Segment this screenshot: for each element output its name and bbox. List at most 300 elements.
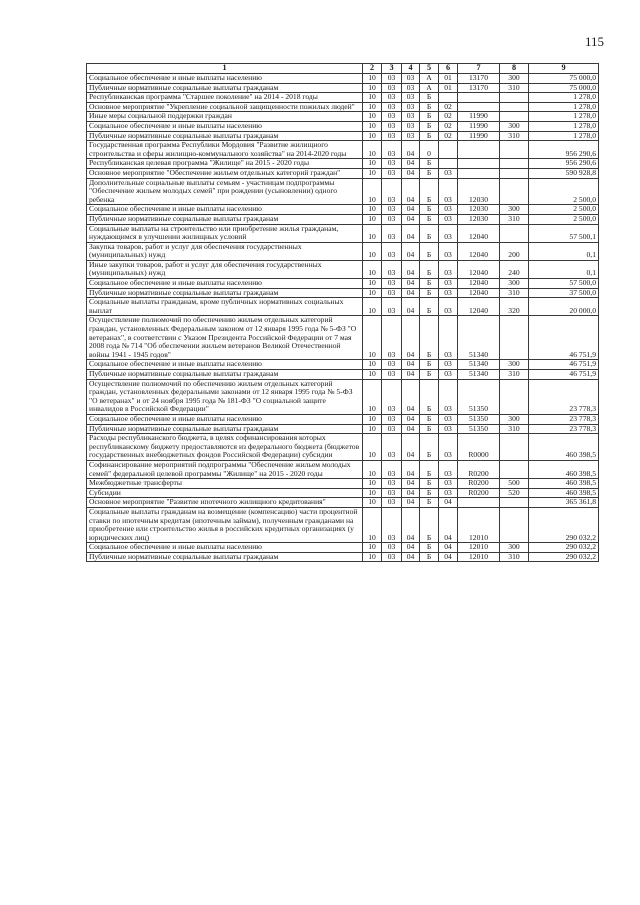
expense-type-code-cell — [500, 460, 529, 478]
subsection-code-cell: 03 — [382, 131, 402, 141]
table-row — [87, 141, 599, 159]
subsection-code-cell: 03 — [382, 360, 402, 370]
expense-type-code-cell: 500 — [500, 479, 529, 489]
amount-cell: 23 778,3 — [529, 414, 599, 424]
subprogram-code-cell: Б — [420, 507, 439, 542]
direction-code-cell: R0200 — [458, 460, 500, 478]
amount-cell: 460 398,5 — [529, 488, 599, 498]
subsection-code-cell: 03 — [382, 507, 402, 542]
program-code-cell: 03 — [402, 74, 420, 84]
event-code-cell — [439, 93, 458, 103]
table-row — [87, 168, 599, 178]
direction-code-cell — [458, 102, 500, 112]
table-row — [87, 288, 599, 298]
expense-type-code-cell: 310 — [500, 370, 529, 380]
subsection-code-cell: 03 — [382, 102, 402, 112]
subprogram-code-cell: Б — [420, 552, 439, 562]
subsection-code-cell: 03 — [382, 121, 402, 131]
direction-code-cell: R0200 — [458, 479, 500, 489]
event-code-cell: 03 — [439, 370, 458, 380]
item-name-cell: Субсидии — [87, 488, 363, 498]
section-code-cell: 10 — [363, 488, 382, 498]
expense-type-code-cell: 300 — [500, 543, 529, 553]
item-name-cell: Публичные нормативные социальные выплаты гражданам — [87, 131, 363, 141]
section-code-cell: 10 — [363, 507, 382, 542]
program-code-cell: 04 — [402, 370, 420, 380]
table-row — [87, 424, 599, 434]
subprogram-code-cell: Б — [420, 260, 439, 278]
program-code-cell: 03 — [402, 102, 420, 112]
event-code-cell: 03 — [439, 460, 458, 478]
column-header-8: 8 — [500, 64, 529, 74]
expense-type-code-cell: 300 — [500, 279, 529, 289]
direction-code-cell: R0000 — [458, 434, 500, 461]
subprogram-code-cell: Б — [420, 434, 439, 461]
subsection-code-cell: 03 — [382, 498, 402, 508]
direction-code-cell: 12010 — [458, 507, 500, 542]
table-row — [87, 83, 599, 93]
program-code-cell: 04 — [402, 159, 420, 169]
section-code-cell: 10 — [363, 424, 382, 434]
program-code-cell: 04 — [402, 260, 420, 278]
expense-type-code-cell: 200 — [500, 242, 529, 260]
section-code-cell: 10 — [363, 460, 382, 478]
table-row — [87, 316, 599, 360]
expense-type-code-cell: 320 — [500, 298, 529, 316]
amount-cell: 956 290,6 — [529, 141, 599, 159]
program-code-cell: 04 — [402, 214, 420, 224]
amount-cell: 290 032,2 — [529, 552, 599, 562]
expense-type-code-cell — [500, 498, 529, 508]
subsection-code-cell: 03 — [382, 488, 402, 498]
item-name-cell: Социальное обеспечение и иные выплаты населению — [87, 121, 363, 131]
amount-cell: 0,1 — [529, 260, 599, 278]
amount-cell: 1 278,0 — [529, 131, 599, 141]
section-code-cell: 10 — [363, 360, 382, 370]
program-code-cell: 04 — [402, 543, 420, 553]
header-row — [87, 64, 599, 74]
expense-type-code-cell: 300 — [500, 121, 529, 131]
program-code-cell: 04 — [402, 224, 420, 242]
section-code-cell: 10 — [363, 141, 382, 159]
expense-type-code-cell — [500, 112, 529, 122]
subsection-code-cell: 03 — [382, 159, 402, 169]
amount-cell: 46 751,9 — [529, 316, 599, 360]
section-code-cell: 10 — [363, 298, 382, 316]
item-name-cell: Государственная программа Республики Мордовия "Развитие жилищного строительства и сферы жилищно-коммунального хозяйства" на 2014-2020 годы — [87, 141, 363, 159]
program-code-cell: 04 — [402, 479, 420, 489]
table-row — [87, 279, 599, 289]
direction-code-cell: R0200 — [458, 488, 500, 498]
expense-type-code-cell — [500, 141, 529, 159]
item-name-cell: Осуществление полномочий по обеспечению жильем отдельных категорий граждан, установленных Федеральным законом от 12 января 1995 года № 5-ФЗ "О ветеранах", в соответствии с Указом Президента Российской Федерации от 7 мая 2008 года № 714 "Об обеспечении жильем ветеранов Великой Отечественной войны 1941 - 1945 годов" — [87, 316, 363, 360]
section-code-cell: 10 — [363, 370, 382, 380]
table-row — [87, 102, 599, 112]
event-code-cell: 03 — [439, 479, 458, 489]
section-code-cell: 10 — [363, 316, 382, 360]
event-code-cell: 01 — [439, 83, 458, 93]
table-row — [87, 460, 599, 478]
section-code-cell: 10 — [363, 93, 382, 103]
event-code-cell: 02 — [439, 121, 458, 131]
subprogram-code-cell: Б — [420, 242, 439, 260]
expense-type-code-cell — [500, 93, 529, 103]
subprogram-code-cell: Б — [420, 279, 439, 289]
amount-cell: 46 751,9 — [529, 360, 599, 370]
item-name-cell: Социальное обеспечение и иные выплаты населению — [87, 205, 363, 215]
section-code-cell: 10 — [363, 242, 382, 260]
event-code-cell: 03 — [439, 214, 458, 224]
direction-code-cell — [458, 141, 500, 159]
event-code-cell: 03 — [439, 279, 458, 289]
direction-code-cell: 51340 — [458, 316, 500, 360]
subsection-code-cell: 03 — [382, 434, 402, 461]
event-code-cell: 03 — [439, 178, 458, 205]
column-header-2: 2 — [363, 64, 382, 74]
table-row — [87, 543, 599, 553]
subsection-code-cell: 03 — [382, 316, 402, 360]
expense-type-code-cell — [500, 507, 529, 542]
table-row — [87, 205, 599, 215]
program-code-cell: 03 — [402, 83, 420, 93]
subsection-code-cell: 03 — [382, 288, 402, 298]
item-name-cell: Социальные выплаты гражданам, кроме публичных нормативных социальных выплат — [87, 298, 363, 316]
event-code-cell: 02 — [439, 102, 458, 112]
item-name-cell: Межбюджетные трансферты — [87, 479, 363, 489]
subsection-code-cell: 03 — [382, 379, 402, 414]
event-code-cell: 03 — [439, 242, 458, 260]
section-code-cell: 10 — [363, 288, 382, 298]
subsection-code-cell: 03 — [382, 552, 402, 562]
expense-type-code-cell: 310 — [500, 424, 529, 434]
section-code-cell: 10 — [363, 260, 382, 278]
amount-cell: 75 000,0 — [529, 83, 599, 93]
event-code-cell: 03 — [439, 379, 458, 414]
direction-code-cell: 51340 — [458, 360, 500, 370]
column-header-1: 1 — [87, 64, 363, 74]
event-code-cell: 01 — [439, 74, 458, 84]
event-code-cell: 02 — [439, 131, 458, 141]
expense-type-code-cell — [500, 316, 529, 360]
program-code-cell: 04 — [402, 498, 420, 508]
table-row — [87, 121, 599, 131]
direction-code-cell: 12030 — [458, 205, 500, 215]
direction-code-cell: 12040 — [458, 279, 500, 289]
expense-type-code-cell: 240 — [500, 260, 529, 278]
subprogram-code-cell: Б — [420, 488, 439, 498]
item-name-cell: Социальное обеспечение и иные выплаты населению — [87, 543, 363, 553]
item-name-cell: Социальное обеспечение и иные выплаты населению — [87, 414, 363, 424]
expense-type-code-cell: 310 — [500, 83, 529, 93]
event-code-cell: 03 — [439, 488, 458, 498]
subprogram-code-cell: Б — [420, 168, 439, 178]
table-row — [87, 434, 599, 461]
program-code-cell: 03 — [402, 121, 420, 131]
expense-type-code-cell — [500, 168, 529, 178]
subsection-code-cell: 03 — [382, 141, 402, 159]
section-code-cell: 10 — [363, 159, 382, 169]
program-code-cell: 04 — [402, 168, 420, 178]
table-row — [87, 178, 599, 205]
direction-code-cell: 11990 — [458, 112, 500, 122]
subprogram-code-cell: Б — [420, 93, 439, 103]
table-row — [87, 214, 599, 224]
expense-type-code-cell: 300 — [500, 360, 529, 370]
subsection-code-cell: 03 — [382, 279, 402, 289]
direction-code-cell — [458, 93, 500, 103]
amount-cell: 290 032,2 — [529, 507, 599, 542]
subsection-code-cell: 03 — [382, 83, 402, 93]
item-name-cell: Публичные нормативные социальные выплаты гражданам — [87, 424, 363, 434]
table-row — [87, 379, 599, 414]
subprogram-code-cell: Б — [420, 102, 439, 112]
table-row — [87, 112, 599, 122]
section-code-cell: 10 — [363, 121, 382, 131]
section-code-cell: 10 — [363, 83, 382, 93]
item-name-cell: Основное мероприятие "Развитие ипотечного жилищного кредитования" — [87, 498, 363, 508]
expense-type-code-cell — [500, 159, 529, 169]
amount-cell: 365 361,8 — [529, 498, 599, 508]
table-row — [87, 360, 599, 370]
section-code-cell: 10 — [363, 205, 382, 215]
direction-code-cell: 12010 — [458, 552, 500, 562]
item-name-cell: Республиканская программа "Старшее поколение" на 2014 - 2018 годы — [87, 93, 363, 103]
subprogram-code-cell: Б — [420, 288, 439, 298]
item-name-cell: Социальные выплаты гражданам на возмещение (компенсацию) части процентной ставки по ипотечным кредитам (ипотечным займам), полученным гражданами на приобретение или строительство жилья в российских кредитных организациях (у юридических лиц) — [87, 507, 363, 542]
amount-cell: 2 500,0 — [529, 205, 599, 215]
table-row — [87, 552, 599, 562]
subprogram-code-cell: Б — [420, 298, 439, 316]
program-code-cell: 04 — [402, 434, 420, 461]
program-code-cell: 04 — [402, 552, 420, 562]
item-name-cell: Республиканская целевая программа "Жилище" на 2015 - 2020 годы — [87, 159, 363, 169]
event-code-cell: 02 — [439, 112, 458, 122]
expense-type-code-cell: 300 — [500, 414, 529, 424]
subprogram-code-cell: Б — [420, 370, 439, 380]
event-code-cell: 03 — [439, 360, 458, 370]
section-code-cell: 10 — [363, 414, 382, 424]
event-code-cell: 03 — [439, 316, 458, 360]
program-code-cell: 04 — [402, 316, 420, 360]
item-name-cell: Закупка товаров, работ и услуг для обеспечения государственных (муниципальных) нужд — [87, 242, 363, 260]
event-code-cell: 03 — [439, 298, 458, 316]
subprogram-code-cell: Б — [420, 224, 439, 242]
program-code-cell: 03 — [402, 93, 420, 103]
subsection-code-cell: 03 — [382, 414, 402, 424]
direction-code-cell: 12030 — [458, 214, 500, 224]
program-code-cell: 04 — [402, 414, 420, 424]
item-name-cell: Социальное обеспечение и иные выплаты населению — [87, 360, 363, 370]
table-row — [87, 260, 599, 278]
subsection-code-cell: 03 — [382, 460, 402, 478]
subsection-code-cell: 03 — [382, 298, 402, 316]
subsection-code-cell: 03 — [382, 112, 402, 122]
program-code-cell: 04 — [402, 298, 420, 316]
item-name-cell: Иные закупки товаров, работ и услуг для обеспечения государственных (муниципальных) нужд — [87, 260, 363, 278]
event-code-cell: 03 — [439, 260, 458, 278]
subprogram-code-cell: Б — [420, 316, 439, 360]
expense-type-code-cell: 310 — [500, 214, 529, 224]
amount-cell: 460 398,5 — [529, 460, 599, 478]
section-code-cell: 10 — [363, 379, 382, 414]
item-name-cell: Основное мероприятие "Обеспечение жильем отдельных категорий граждан" — [87, 168, 363, 178]
item-name-cell: Социальное обеспечение и иные выплаты населению — [87, 279, 363, 289]
expense-type-code-cell — [500, 224, 529, 242]
program-code-cell: 04 — [402, 279, 420, 289]
amount-cell: 57 500,1 — [529, 224, 599, 242]
program-code-cell: 04 — [402, 178, 420, 205]
item-name-cell: Иные меры социальной поддержки граждан — [87, 112, 363, 122]
amount-cell: 75 000,0 — [529, 74, 599, 84]
expense-type-code-cell — [500, 178, 529, 205]
subprogram-code-cell: Б — [420, 205, 439, 215]
subprogram-code-cell: А — [420, 83, 439, 93]
program-code-cell: 04 — [402, 460, 420, 478]
item-name-cell: Публичные нормативные социальные выплаты гражданам — [87, 552, 363, 562]
direction-code-cell: 12030 — [458, 178, 500, 205]
program-code-cell: 03 — [402, 112, 420, 122]
subprogram-code-cell: Б — [420, 121, 439, 131]
column-header-9: 9 — [529, 64, 599, 74]
section-code-cell: 10 — [363, 552, 382, 562]
subsection-code-cell: 03 — [382, 214, 402, 224]
column-header-7: 7 — [458, 64, 500, 74]
direction-code-cell: 51350 — [458, 379, 500, 414]
expense-type-code-cell: 300 — [500, 205, 529, 215]
event-code-cell: 03 — [439, 434, 458, 461]
event-code-cell — [439, 141, 458, 159]
subsection-code-cell: 03 — [382, 242, 402, 260]
section-code-cell: 10 — [363, 112, 382, 122]
amount-cell: 0,1 — [529, 242, 599, 260]
direction-code-cell: 12040 — [458, 224, 500, 242]
direction-code-cell: 12040 — [458, 288, 500, 298]
direction-code-cell: 51340 — [458, 370, 500, 380]
expense-type-code-cell: 310 — [500, 131, 529, 141]
column-header-6: 6 — [439, 64, 458, 74]
direction-code-cell: 12010 — [458, 543, 500, 553]
direction-code-cell: 12040 — [458, 242, 500, 260]
event-code-cell — [439, 159, 458, 169]
amount-cell: 23 778,3 — [529, 424, 599, 434]
column-header-3: 3 — [382, 64, 402, 74]
subsection-code-cell: 03 — [382, 205, 402, 215]
item-name-cell: Осуществление полномочий по обеспечению жильем отдельных категорий граждан, установленных федеральными законами от 12 января 1995 года № 5-ФЗ "О ветеранах" и от 24 ноября 1995 года № 181-ФЗ "О социальной защите инвалидов в Российской Федерации" — [87, 379, 363, 414]
event-code-cell: 03 — [439, 168, 458, 178]
amount-cell: 956 290,6 — [529, 159, 599, 169]
subprogram-code-cell: А — [420, 74, 439, 84]
table-row — [87, 479, 599, 489]
subprogram-code-cell: Б — [420, 178, 439, 205]
direction-code-cell: 51350 — [458, 424, 500, 434]
subsection-code-cell: 03 — [382, 168, 402, 178]
section-code-cell: 10 — [363, 178, 382, 205]
table-body — [87, 74, 599, 562]
subprogram-code-cell: Б — [420, 424, 439, 434]
subsection-code-cell: 03 — [382, 370, 402, 380]
expense-type-code-cell: 310 — [500, 552, 529, 562]
table-row — [87, 414, 599, 424]
subsection-code-cell: 03 — [382, 178, 402, 205]
program-code-cell: 04 — [402, 360, 420, 370]
program-code-cell: 04 — [402, 424, 420, 434]
subprogram-code-cell: Б — [420, 498, 439, 508]
section-code-cell: 10 — [363, 214, 382, 224]
item-name-cell: Софинансирование мероприятий подпрограммы "Обеспечение жильем молодых семей" федеральной целевой программы "Жилище" на 2015 - 2020 годы — [87, 460, 363, 478]
column-header-5: 5 — [420, 64, 439, 74]
subprogram-code-cell: Б — [420, 460, 439, 478]
item-name-cell: Социальные выплаты на строительство или приобретение жилья гражданам, нуждающимся в улучшении жилищных условий — [87, 224, 363, 242]
amount-cell: 2 500,0 — [529, 214, 599, 224]
event-code-cell: 04 — [439, 498, 458, 508]
event-code-cell: 04 — [439, 507, 458, 542]
table-row — [87, 93, 599, 103]
direction-code-cell: 13170 — [458, 74, 500, 84]
item-name-cell: Публичные нормативные социальные выплаты гражданам — [87, 288, 363, 298]
table-row — [87, 131, 599, 141]
subsection-code-cell: 03 — [382, 224, 402, 242]
direction-code-cell: 13170 — [458, 83, 500, 93]
section-code-cell: 10 — [363, 479, 382, 489]
direction-code-cell: 11990 — [458, 121, 500, 131]
item-name-cell: Расходы республиканского бюджета, в целях софинансирования которых республиканскому бюджету предоставляются из федерального бюджета (бюджетов государственных внебюджетных фондов Российской Федерации) субсидии — [87, 434, 363, 461]
direction-code-cell: 12040 — [458, 260, 500, 278]
subprogram-code-cell: Б — [420, 112, 439, 122]
direction-code-cell — [458, 498, 500, 508]
direction-code-cell: 12040 — [458, 298, 500, 316]
program-code-cell: 04 — [402, 141, 420, 159]
table-row — [87, 370, 599, 380]
program-code-cell: 04 — [402, 205, 420, 215]
section-code-cell: 10 — [363, 131, 382, 141]
program-code-cell: 04 — [402, 379, 420, 414]
amount-cell: 460 398,5 — [529, 434, 599, 461]
subsection-code-cell: 03 — [382, 424, 402, 434]
event-code-cell: 03 — [439, 205, 458, 215]
amount-cell: 1 278,0 — [529, 102, 599, 112]
program-code-cell: 04 — [402, 242, 420, 260]
amount-cell: 460 398,5 — [529, 479, 599, 489]
table-row — [87, 488, 599, 498]
item-name-cell: Дополнительные социальные выплаты семьям - участницам подпрограммы "Обеспечение жильем молодых семей" при рождении (усыновлении) одного ребенка — [87, 178, 363, 205]
item-name-cell: Публичные нормативные социальные выплаты гражданам — [87, 83, 363, 93]
program-code-cell: 04 — [402, 488, 420, 498]
section-code-cell: 10 — [363, 102, 382, 112]
program-code-cell: 03 — [402, 131, 420, 141]
subsection-code-cell: 03 — [382, 93, 402, 103]
direction-code-cell — [458, 159, 500, 169]
section-code-cell: 10 — [363, 279, 382, 289]
event-code-cell: 03 — [439, 424, 458, 434]
expense-type-code-cell: 310 — [500, 288, 529, 298]
section-code-cell: 10 — [363, 434, 382, 461]
program-code-cell: 04 — [402, 288, 420, 298]
subprogram-code-cell: Б — [420, 214, 439, 224]
section-code-cell: 10 — [363, 224, 382, 242]
subprogram-code-cell: Б — [420, 479, 439, 489]
table-row — [87, 498, 599, 508]
table-row — [87, 74, 599, 84]
item-name-cell: Публичные нормативные социальные выплаты гражданам — [87, 370, 363, 380]
item-name-cell: Социальное обеспечение и иные выплаты населению — [87, 74, 363, 84]
budget-table — [86, 63, 599, 562]
subsection-code-cell: 03 — [382, 479, 402, 489]
event-code-cell: 04 — [439, 543, 458, 553]
item-name-cell: Публичные нормативные социальные выплаты гражданам — [87, 214, 363, 224]
table-row — [87, 224, 599, 242]
subprogram-code-cell: Б — [420, 360, 439, 370]
expense-type-code-cell — [500, 434, 529, 461]
